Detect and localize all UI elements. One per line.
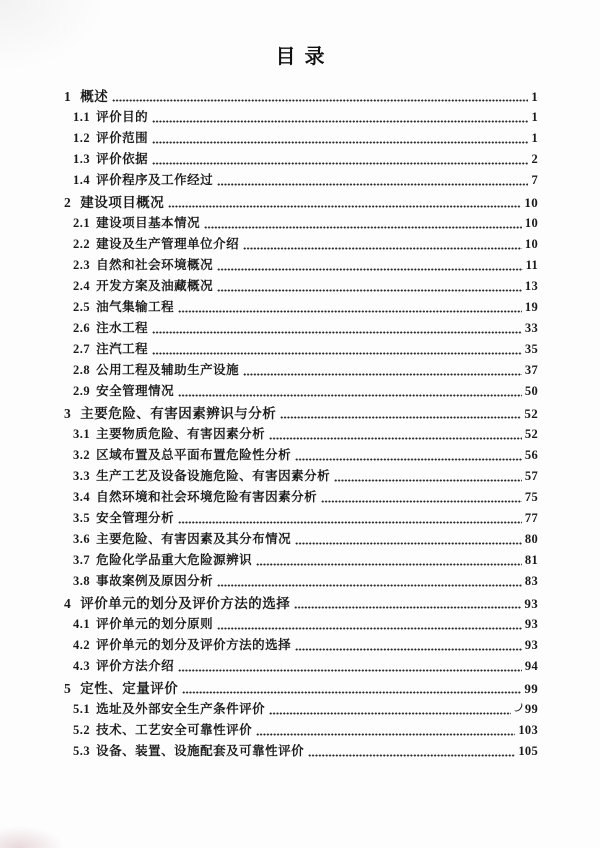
toc-entry-page-number: 10 bbox=[524, 195, 538, 210]
toc-entry-number: 5.3 bbox=[73, 744, 91, 758]
dot-leader bbox=[217, 614, 522, 635]
toc-entry-number: 3.5 bbox=[73, 511, 91, 525]
toc-row bbox=[64, 403, 538, 424]
toc-row bbox=[64, 635, 538, 656]
toc-entry-number: 2.6 bbox=[73, 321, 91, 335]
toc-entry-label: 评价单元的划分原则 bbox=[96, 617, 214, 631]
toc-row bbox=[64, 170, 538, 191]
toc-entry-number: 3.2 bbox=[73, 448, 91, 462]
toc-row bbox=[64, 508, 538, 529]
toc-entry-label: 主要物质危险、有害因素分析 bbox=[96, 427, 266, 441]
toc-entry-page-number: 52 bbox=[524, 406, 538, 421]
toc-entry-page-number: 99 bbox=[524, 681, 538, 696]
toc-entry-label: 评价目的 bbox=[96, 110, 149, 124]
dot-leader bbox=[152, 339, 522, 360]
toc-entry-page-number: 81 bbox=[524, 553, 538, 567]
toc-entry-page-number: 93 bbox=[524, 638, 538, 652]
toc-entry-number: 1 bbox=[64, 89, 72, 104]
ink-smudge-artifact bbox=[513, 703, 523, 712]
toc-row bbox=[64, 297, 538, 318]
toc-entry-label: 主要危险、有害因素辨识与分析 bbox=[80, 406, 277, 421]
dot-leader bbox=[178, 381, 522, 402]
toc-entry-number: 4 bbox=[64, 596, 72, 611]
toc-entry-number: 3.4 bbox=[73, 490, 91, 504]
toc-entry-label: 评价依据 bbox=[96, 152, 149, 166]
toc-entry-number: 3 bbox=[64, 406, 72, 421]
dot-leader bbox=[217, 255, 522, 276]
toc-row bbox=[64, 192, 538, 213]
toc-row bbox=[64, 128, 538, 149]
dot-leader bbox=[217, 170, 528, 191]
toc-entry-number: 1.4 bbox=[73, 173, 91, 187]
toc-entry-page-number: 83 bbox=[524, 574, 538, 588]
dot-leader bbox=[308, 741, 515, 762]
toc-row bbox=[64, 720, 538, 741]
toc-entry-page-number: 10 bbox=[524, 216, 538, 230]
toc-entry-label: 安全管理分析 bbox=[96, 511, 175, 525]
toc-entry-label: 开发方案及油藏概况 bbox=[96, 279, 214, 293]
toc-entry-label: 自然和社会环境概况 bbox=[96, 258, 214, 272]
dot-leader bbox=[295, 445, 522, 466]
dot-leader bbox=[269, 424, 522, 445]
toc-entry-label: 注水工程 bbox=[96, 321, 149, 335]
dot-leader bbox=[112, 86, 528, 107]
toc-entry-page-number: 19 bbox=[524, 300, 538, 314]
toc-entry-page-number: 57 bbox=[524, 469, 538, 483]
dot-leader bbox=[256, 720, 515, 741]
toc-entry-page-number: 94 bbox=[524, 659, 538, 673]
dot-leader bbox=[168, 192, 521, 213]
toc-entry-label: 建设及生产管理单位介绍 bbox=[96, 237, 240, 251]
toc-entry-number: 5 bbox=[64, 681, 72, 696]
toc-entry-number: 4.2 bbox=[73, 638, 91, 652]
toc-entry-label: 评价单元的划分及评价方法的选择 bbox=[80, 596, 291, 611]
toc-entry-label: 定性、定量评价 bbox=[80, 681, 179, 696]
toc-row bbox=[64, 466, 538, 487]
toc-row bbox=[64, 149, 538, 170]
toc-entry-page-number: 37 bbox=[524, 363, 538, 377]
dot-leader bbox=[152, 107, 528, 128]
dot-leader bbox=[243, 360, 522, 381]
dot-leader bbox=[217, 571, 522, 592]
toc-row bbox=[64, 593, 538, 614]
toc-row bbox=[64, 107, 538, 128]
toc-row bbox=[64, 487, 538, 508]
toc-entry-label: 主要危险、有害因素及其分布情况 bbox=[96, 532, 292, 546]
toc-row bbox=[64, 614, 538, 635]
toc-entry-page-number: 7 bbox=[531, 173, 538, 187]
toc-entry-number: 1.2 bbox=[73, 131, 91, 145]
toc-entry-page-number: 2 bbox=[531, 152, 538, 166]
toc-entry-number: 2.9 bbox=[73, 384, 91, 398]
toc-row bbox=[64, 529, 538, 550]
toc-entry-label: 区域布置及总平面布置危险性分析 bbox=[96, 448, 292, 462]
toc-entry-number: 3.7 bbox=[73, 553, 91, 567]
toc-entry-label: 评价范围 bbox=[96, 131, 149, 145]
toc-entry-number: 5.1 bbox=[73, 702, 91, 716]
toc-entry-page-number: 50 bbox=[524, 384, 538, 398]
toc-entry-number: 2.3 bbox=[73, 258, 91, 272]
toc-entry-page-number: 1 bbox=[531, 89, 538, 104]
toc-entry-page-number: 10 bbox=[524, 237, 538, 251]
dot-leader bbox=[321, 487, 522, 508]
toc-entry-label: 评价程序及工作经过 bbox=[96, 173, 214, 187]
toc-entry-label: 生产工艺及设备设施危险、有害因素分析 bbox=[96, 469, 331, 483]
toc-entry-label: 技术、工艺安全可靠性评价 bbox=[96, 723, 253, 737]
toc-entry-number: 1.1 bbox=[73, 110, 91, 124]
dot-leader bbox=[152, 149, 528, 170]
toc-entry-label: 危险化学品重大危险源辨识 bbox=[96, 553, 253, 567]
toc-entry-page-number: 56 bbox=[524, 448, 538, 462]
toc-entry-number: 3.8 bbox=[73, 574, 91, 588]
toc-entry-number: 2.7 bbox=[73, 342, 91, 356]
toc-entry-label: 建设项目基本情况 bbox=[96, 216, 201, 230]
toc-row bbox=[64, 213, 538, 234]
toc-row bbox=[64, 424, 538, 445]
toc-entry-label: 注汽工程 bbox=[96, 342, 149, 356]
toc-entry-label: 设备、装置、设施配套及可靠性评价 bbox=[96, 744, 305, 758]
toc-row bbox=[64, 571, 538, 592]
toc-entry-number: 3.6 bbox=[73, 532, 91, 546]
toc-entry-label: 概述 bbox=[80, 89, 109, 104]
toc-entry-label: 安全管理情况 bbox=[96, 384, 175, 398]
toc-entry-number: 2.5 bbox=[73, 300, 91, 314]
dot-leader bbox=[256, 550, 522, 571]
toc-entry-page-number: 13 bbox=[524, 279, 538, 293]
toc-entry-page-number: 103 bbox=[518, 723, 538, 737]
toc-entry-number: 3.1 bbox=[73, 427, 91, 441]
toc-row bbox=[64, 276, 538, 297]
toc-entry-page-number: 11 bbox=[525, 258, 538, 272]
toc-entry-page-number: 105 bbox=[518, 744, 538, 758]
toc-row bbox=[64, 678, 538, 699]
dot-leader bbox=[294, 593, 521, 614]
toc-entry-page-number: 77 bbox=[524, 511, 538, 525]
toc-entry-page-number: 80 bbox=[524, 532, 538, 546]
dot-leader bbox=[217, 276, 522, 297]
toc-entry-number: 2 bbox=[64, 195, 72, 210]
toc-entry-page-number: 33 bbox=[524, 321, 538, 335]
scan-stain-artifact bbox=[0, 798, 95, 848]
toc-row bbox=[64, 234, 538, 255]
toc-row bbox=[64, 699, 538, 720]
toc-entry-label: 事故案例及原因分析 bbox=[96, 574, 214, 588]
toc-row bbox=[64, 445, 538, 466]
toc-entry-page-number: 99 bbox=[524, 702, 538, 716]
toc-entry-number: 3.3 bbox=[73, 469, 91, 483]
toc-row bbox=[64, 86, 538, 107]
toc-entry-page-number: 1 bbox=[531, 110, 538, 124]
toc-entry-number: 2.4 bbox=[73, 279, 91, 293]
dot-leader bbox=[334, 466, 522, 487]
toc-entry-label: 选址及外部安全生产条件评价 bbox=[96, 702, 266, 716]
toc-row bbox=[64, 381, 538, 402]
toc-entry-label: 评价单元的划分及评价方法的选择 bbox=[96, 638, 292, 652]
toc-row bbox=[64, 360, 538, 381]
dot-leader bbox=[182, 678, 521, 699]
toc-entry-page-number: 1 bbox=[531, 131, 538, 145]
toc-entry-number: 1.3 bbox=[73, 152, 91, 166]
dot-leader bbox=[295, 529, 522, 550]
table-of-contents bbox=[64, 86, 538, 762]
toc-entry-label: 公用工程及辅助生产设施 bbox=[96, 363, 240, 377]
dot-leader bbox=[178, 297, 522, 318]
dot-leader bbox=[152, 128, 528, 149]
dot-leader bbox=[152, 318, 522, 339]
toc-row bbox=[64, 741, 538, 762]
toc-entry-label: 建设项目概况 bbox=[80, 195, 165, 210]
toc-row bbox=[64, 339, 538, 360]
dot-leader bbox=[178, 656, 522, 677]
toc-entry-label: 自然环境和社会环境危险有害因素分析 bbox=[96, 490, 318, 504]
toc-entry-label: 油气集输工程 bbox=[96, 300, 175, 314]
toc-row bbox=[64, 550, 538, 571]
toc-entry-number: 2.2 bbox=[73, 237, 91, 251]
dot-leader bbox=[204, 213, 522, 234]
toc-entry-page-number: 35 bbox=[524, 342, 538, 356]
page-title: 目 录 bbox=[275, 46, 327, 68]
toc-entry-page-number: 93 bbox=[524, 596, 538, 611]
toc-entry-label: 评价方法介绍 bbox=[96, 659, 175, 673]
toc-entry-page-number: 52 bbox=[524, 427, 538, 441]
toc-entry-number: 5.2 bbox=[73, 723, 91, 737]
dot-leader bbox=[269, 699, 511, 720]
toc-row bbox=[64, 255, 538, 276]
toc-entry-number: 4.1 bbox=[73, 617, 91, 631]
toc-entry-page-number: 75 bbox=[524, 490, 538, 504]
dot-leader bbox=[280, 403, 521, 424]
toc-entry-page-number: 93 bbox=[524, 617, 538, 631]
dot-leader bbox=[178, 508, 522, 529]
toc-row bbox=[64, 656, 538, 677]
toc-entry-number: 2.8 bbox=[73, 363, 91, 377]
toc-entry-number: 4.3 bbox=[73, 659, 91, 673]
toc-row bbox=[64, 318, 538, 339]
dot-leader bbox=[243, 234, 522, 255]
dot-leader bbox=[295, 635, 522, 656]
toc-entry-number: 2.1 bbox=[73, 216, 91, 230]
